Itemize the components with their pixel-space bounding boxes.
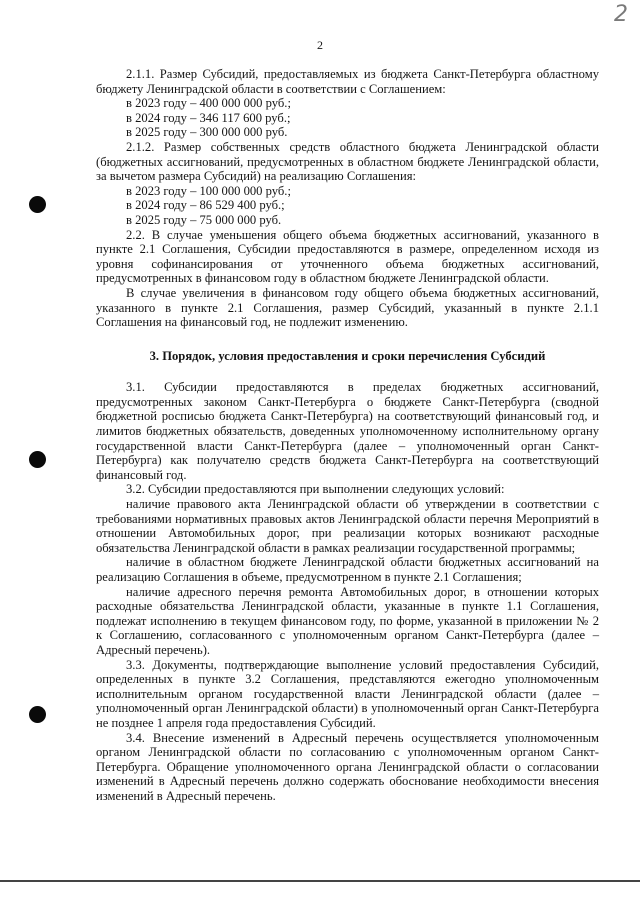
paragraph-3-4: 3.4. Внесение изменений в Адресный перечень осуществляется уполномоченным органом Ленинградской области по согласованию с уполномоченным органом Санкт-Петербурга. Обращение уполномоченного органа Ленинградской области о согласовании изменений в Адресный перечень должно содержать обоснование необходимости внесения изменений в Адресный перечень.: [96, 730, 599, 803]
punch-hole-3: [29, 706, 46, 723]
paragraph-2-2: 2.2. В случае уменьшения общего объема бюджетных ассигнований, указанного в пункте 2.1 Соглашения, Субсидии предоставляются в размере, определенном исходя из уровня софинансирования от уточненного объема бюджетных ассигнований, предусмотренных в финансовом году в областном бюджете Ленинградской области.: [96, 227, 599, 286]
handwritten-page-mark: 2: [614, 2, 628, 27]
amount-2024-subsidy: в 2024 году – 346 117 600 руб.;: [126, 110, 291, 125]
paragraph-2-1-2: 2.1.2. Размер собственных средств областного бюджета Ленинградской области (бюджетных ассигнований, предусмотренных в областном бюджете Ленинградской области, за вычетом размера Субсидий) на реализацию Соглашения:: [96, 139, 599, 184]
scan-bottom-edge: [0, 880, 640, 882]
amount-2025-own: в 2025 году – 75 000 000 руб.: [126, 212, 282, 227]
amount-2024-own: в 2024 году – 86 529 400 руб.;: [126, 198, 285, 213]
condition-budget-allocations: наличие в областном бюджете Ленинградской области бюджетных ассигнований на реализацию Соглашения в объеме, предусмотренном в пункте 2.1 Соглашения;: [96, 555, 599, 584]
paragraph-3-2: 3.2. Субсидии предоставляются при выполнении следующих условий:: [126, 482, 505, 497]
punch-hole-1: [29, 196, 46, 213]
condition-address-list: наличие адресного перечня ремонта Автомобильных дорог, в отношении которых расходные обязательства Ленинградской области, указанные в пункте 1.1 Соглашения, подлежат исполнению в текущем финансовом году, по форме, указанной в приложении № 2 к Соглашению, согласованного с уполномоченным органом Санкт-Петербурга (далее – Адресный перечень).: [96, 584, 599, 657]
paragraph-2-2-increase: В случае увеличения в финансовом году общего объема бюджетных ассигнований, указанного в пункте 2.1 Соглашения, размер Субсидий, указанный в пункте 2.1.1 Соглашения на финансовый год, не подлежит изменению.: [96, 285, 599, 330]
amount-2023-subsidy: в 2023 году – 400 000 000 руб.;: [126, 96, 291, 111]
section-3-heading: 3. Порядок, условия предоставления и сроки перечисления Субсидий: [149, 348, 546, 363]
condition-legal-act: наличие правового акта Ленинградской области об утверждении в соответствии с требованиями нормативных правовых актов Ленинградской области перечня Мероприятий в отношении Автомобильных дорог, при реализации которых возникают расходные обязательства Ленинградской области в рамках реализации государственной программы;: [96, 497, 599, 555]
punch-hole-2: [29, 451, 46, 468]
document-body: [96, 67, 599, 804]
amount-2023-own: в 2023 году – 100 000 000 руб.;: [126, 183, 291, 198]
paragraph-3-1: 3.1. Субсидии предоставляются в пределах бюджетных ассигнований, предусмотренных законом Санкт-Петербурга о бюджете Санкт-Петербурга (сводной бюджетной росписью бюджета Санкт-Петербурга) на соответствующий финансовый год, и лимитов бюджетных обязательств, доведенных уполномоченному исполнительному органу государственной власти Санкт-Петербурга (далее – уполномоченный орган Санкт-Петербурга) как получателю средств бюджета Санкт-Петербурга на соответствующий финансовый год.: [96, 380, 599, 482]
paragraph-3-3: 3.3. Документы, подтверждающие выполнение условий предоставления Субсидий, определенных в пункте 3.2 Соглашения, представляются ежегодно уполномоченным исполнительным органом государственной власти Ленинградской области (далее – уполномоченный орган Ленинградской области) в уполномоченный орган Санкт-Петербурга не позднее 1 апреля года предоставления Субсидий.: [96, 657, 599, 730]
page-number: 2: [317, 38, 323, 52]
paragraph-2-1-1: 2.1.1. Размер Субсидий, предоставляемых из бюджета Санкт-Петербурга областному бюджету Ленинградской области в соответствии с Соглашением:: [96, 67, 599, 96]
amount-2025-subsidy: в 2025 году – 300 000 000 руб.: [126, 125, 288, 140]
